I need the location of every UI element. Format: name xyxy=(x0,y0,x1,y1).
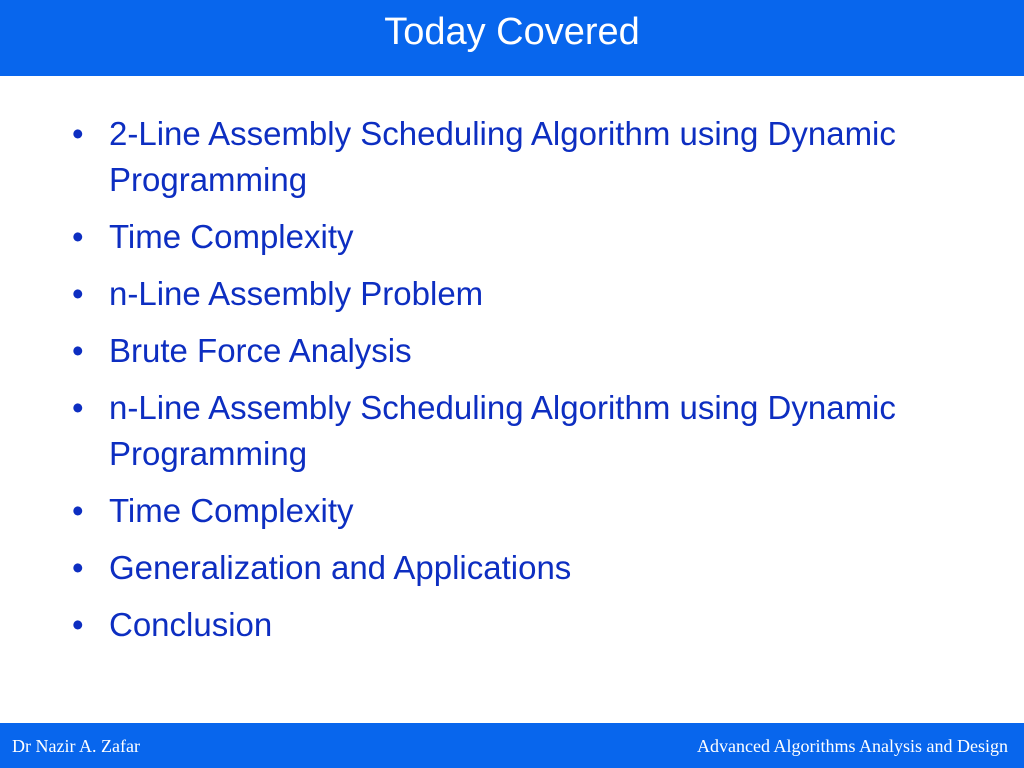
title-bar xyxy=(0,0,1024,76)
bullet-list xyxy=(70,111,970,659)
bullet-item xyxy=(70,214,970,260)
bullet-marker: • xyxy=(72,115,84,152)
slide-title: Today Covered xyxy=(384,11,640,53)
bullet-marker: • xyxy=(72,606,84,643)
bullet-marker: • xyxy=(72,389,84,426)
bullet-text: n-Line Assembly Scheduling Algorithm using Dynamic Programming xyxy=(109,389,896,472)
bullet-item xyxy=(70,271,970,317)
bullet-text: Time Complexity xyxy=(109,218,354,255)
bullet-item xyxy=(70,488,970,534)
bullet-marker: • xyxy=(72,549,84,586)
bullet-marker: • xyxy=(72,332,84,369)
bullet-item xyxy=(70,328,970,374)
bullet-text: n-Line Assembly Problem xyxy=(109,275,484,312)
bullet-text: Time Complexity xyxy=(109,492,354,529)
bullet-marker: • xyxy=(72,218,84,255)
bullet-item xyxy=(70,385,970,477)
bullet-text: Generalization and Applications xyxy=(109,549,572,586)
footer-bar xyxy=(0,723,1024,768)
bullet-text: Conclusion xyxy=(109,606,273,643)
bullet-text: 2-Line Assembly Scheduling Algorithm using Dynamic Programming xyxy=(109,115,896,198)
bullet-item xyxy=(70,545,970,591)
bullet-marker: • xyxy=(72,492,84,529)
bullet-text: Brute Force Analysis xyxy=(109,332,412,369)
footer-author: Dr Nazir A. Zafar xyxy=(12,736,140,756)
bullet-item xyxy=(70,111,970,203)
footer-course: Advanced Algorithms Analysis and Design xyxy=(697,736,1008,756)
bullet-item xyxy=(70,602,970,648)
bullet-marker: • xyxy=(72,275,84,312)
